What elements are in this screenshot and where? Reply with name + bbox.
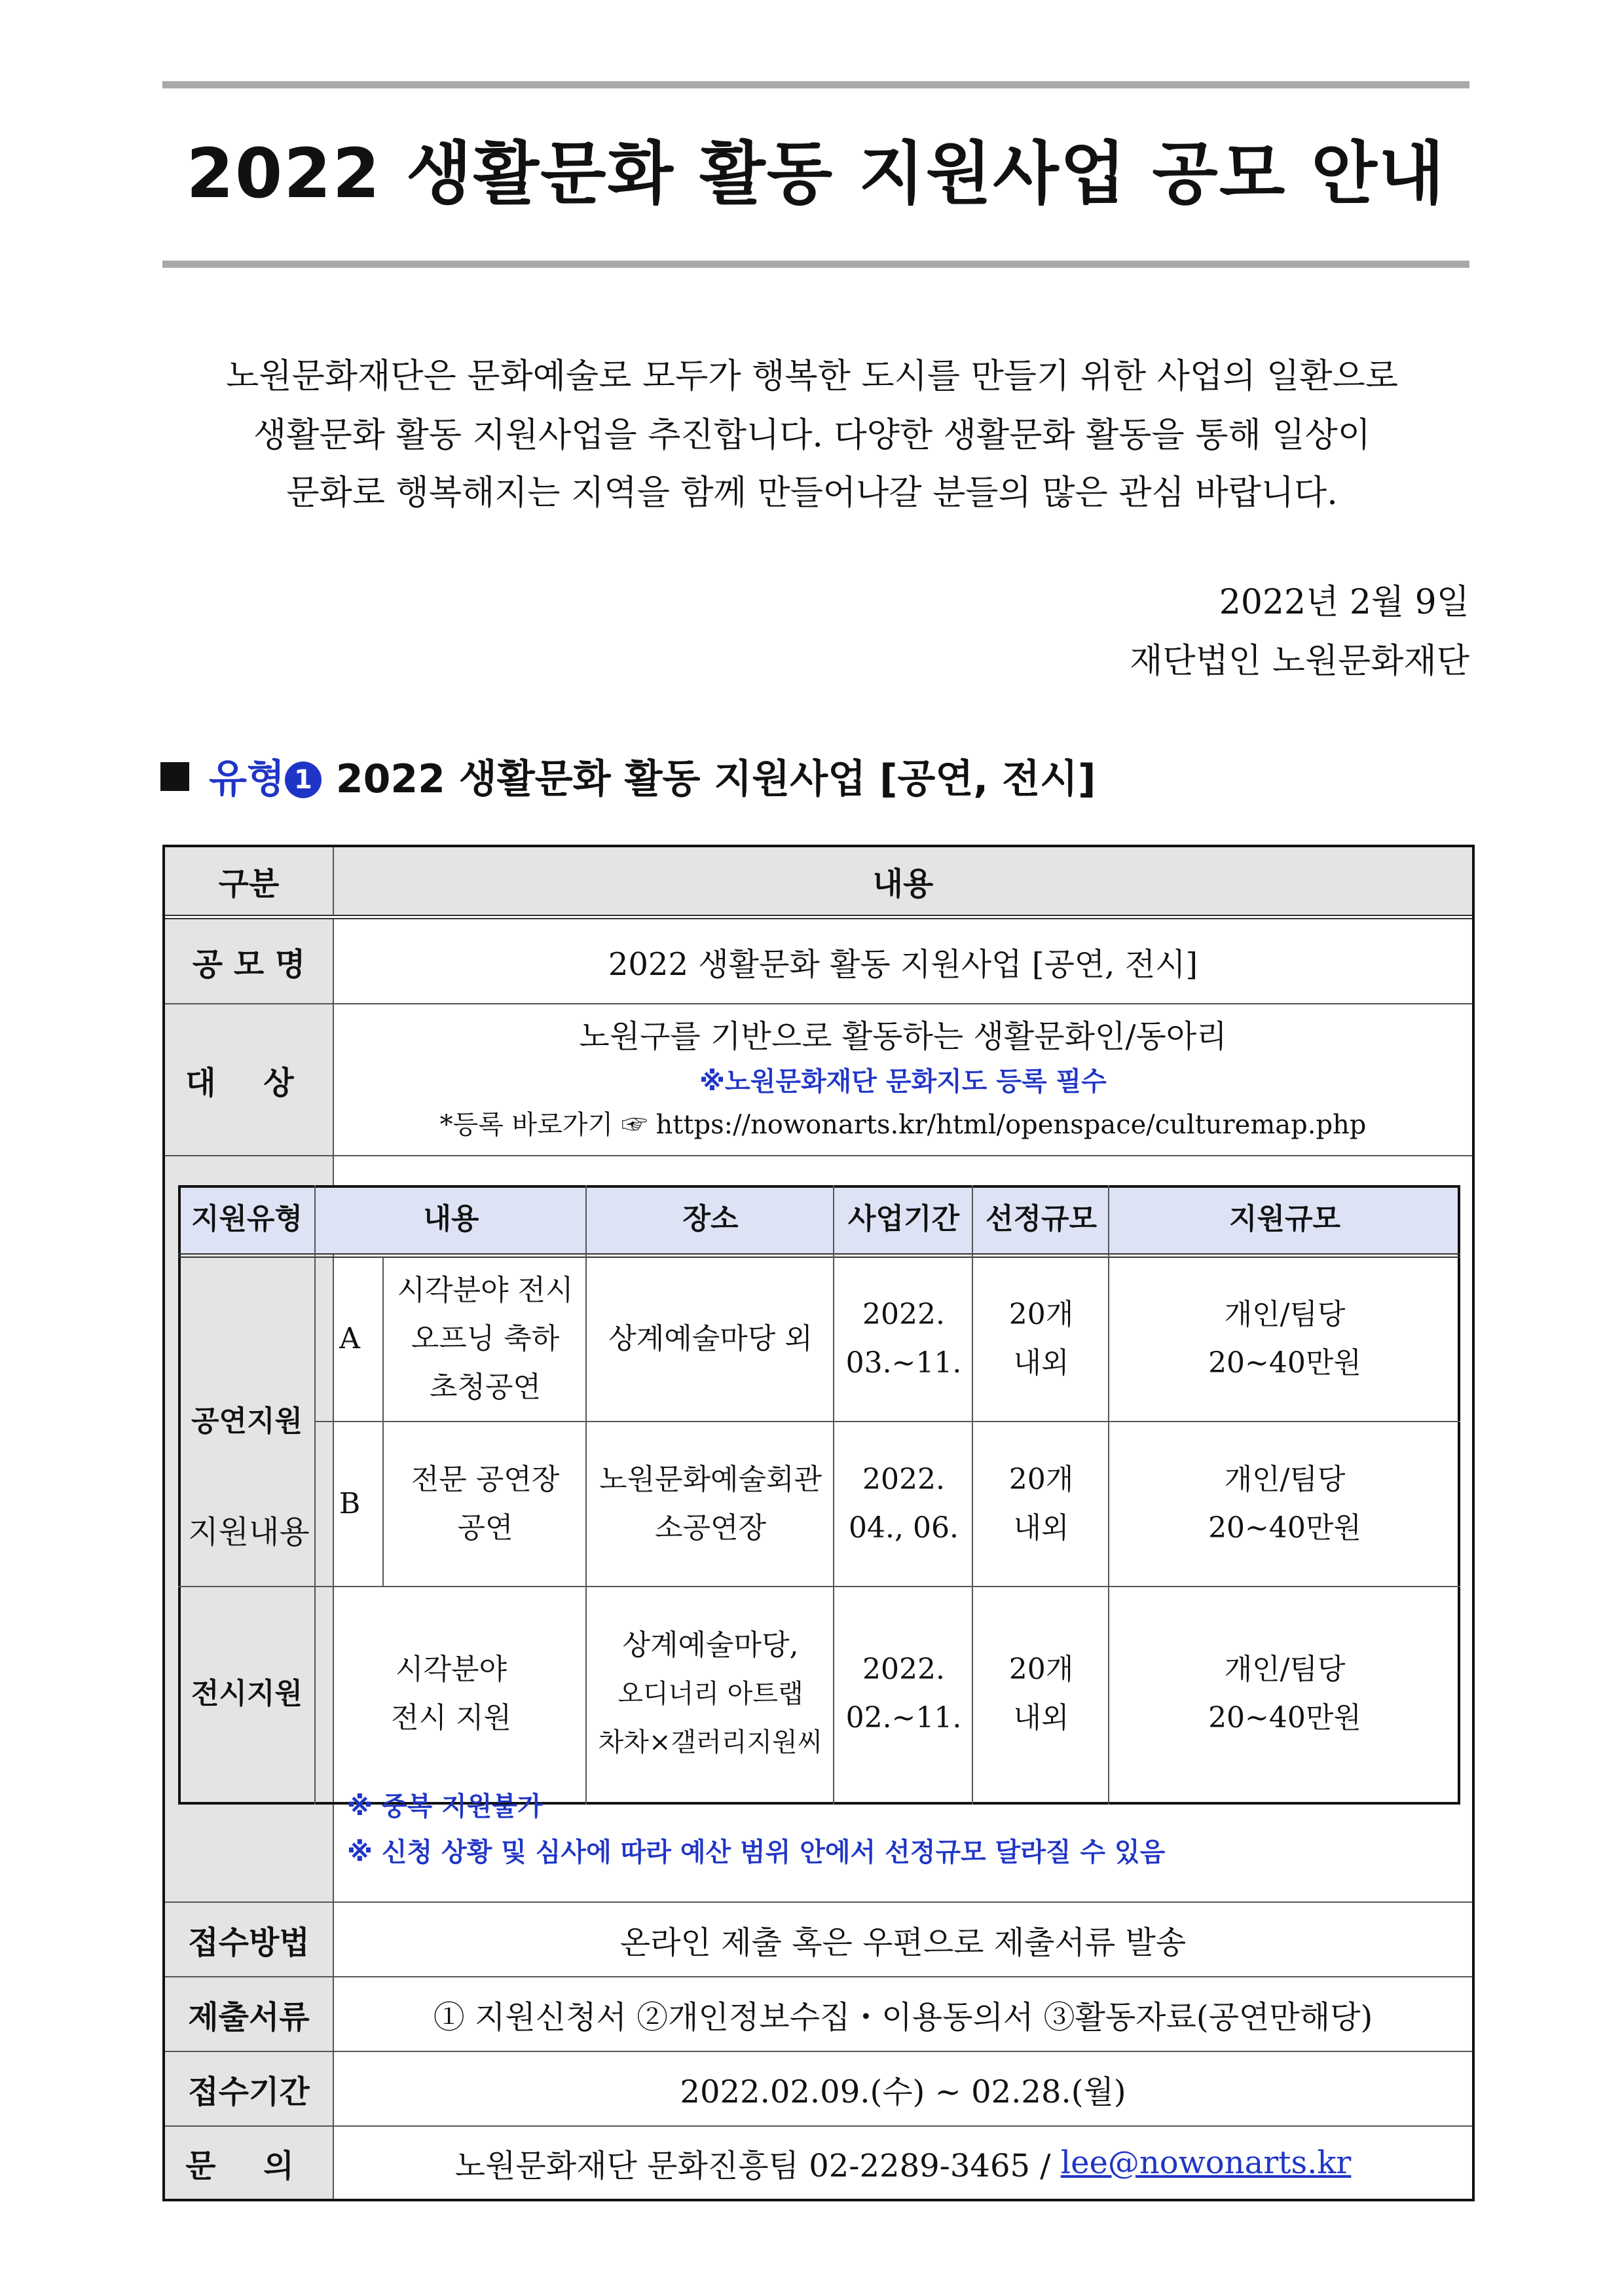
performance-b-period: 2022. 04., 06.: [849, 1463, 959, 1545]
page-title: 2022 생활문화 활동 지원사업 공모 안내: [186, 134, 1446, 213]
col-divider-3: [833, 1185, 834, 1805]
support-header-period: 사업기간: [834, 1185, 973, 1253]
row-contest-name: [165, 915, 1472, 1003]
row-a-divider: [316, 1421, 1460, 1422]
bullet-square-icon: [160, 762, 189, 791]
intro-line-2: 생활문화 활동 지원사업을 추진합니다. 다양한 생활문화 활동을 통해 일상이: [253, 416, 1371, 455]
documents-value: ① 지원신청서 ②개인정보수집・이용동의서 ③활동자료(공연만해당): [433, 1998, 1373, 2036]
performance-a-content: 시각분야 전시 오프닝 축하 초청공연: [397, 1274, 574, 1404]
support-header-amount: 지원규모: [1109, 1185, 1460, 1253]
contact-text: 노원문화재단 문화진흥팀 02-2289-3465 /: [454, 2147, 1061, 2184]
support-table-outer-border: [178, 1185, 1460, 1805]
registration-shortcut: [440, 1103, 1367, 1147]
performance-a-sub: A: [339, 1322, 360, 1355]
section-title: 2022 생활문화 활동 지원사업 [공연, 전시]: [335, 756, 1096, 802]
row-label-documents: 제출서류: [165, 1977, 334, 2051]
performance-support-label: 공연지원: [191, 1405, 303, 1438]
performance-b-selection: 20개 내외: [1008, 1463, 1074, 1545]
registration-prefix: *등록 바로가기 ☞: [439, 1110, 656, 1140]
section-heading: [160, 752, 1096, 807]
performance-b-place: 노원문화예술회관 소공연장: [599, 1463, 822, 1545]
performance-b-sub: B: [339, 1487, 361, 1520]
row-method: [165, 1901, 1472, 1976]
exhibition-content: 시각분야 전시 지원: [390, 1653, 511, 1735]
method-value: 온라인 제출 혹은 우편으로 제출서류 발송: [619, 1924, 1187, 1961]
performance-a-period: 2022. 03.~11.: [845, 1298, 962, 1380]
support-header-selection: 선정규모: [973, 1185, 1109, 1253]
row-documents: [165, 1976, 1472, 2051]
performance-b-content: 전문 공연장 공연: [411, 1463, 560, 1545]
type-number-badge: 1: [285, 762, 322, 798]
performance-a-place: 상계예술마당 외: [608, 1322, 813, 1355]
target-value: [334, 1004, 1472, 1155]
row-period: [165, 2051, 1472, 2125]
exhibition-support-label: 전시지원: [191, 1677, 303, 1710]
note-no-duplicate: ※ 중복 지원불가: [347, 1791, 543, 1822]
support-header-type: 지원유형: [178, 1185, 316, 1253]
exhibition-selection: 20개 내외: [1008, 1653, 1074, 1735]
intro-line-3: 문화로 행복해지는 지역을 함께 만들어나갈 분들의 많은 관심 바랍니다.: [286, 473, 1338, 513]
support-header-content: 내용: [316, 1185, 587, 1253]
row-label-support-content: 지원내용: [165, 1156, 334, 1901]
organization-name: 재단법인 노원문화재단: [1130, 642, 1469, 681]
row-label-contact: 문 의: [165, 2127, 334, 2199]
registration-url: https://nowonarts.kr/html/openspace/culturemap.php: [655, 1110, 1367, 1140]
intro-line-1: 노원문화재단은 문화예술로 모두가 행복한 도시를 만들기 위한 사업의 일환으로: [226, 357, 1398, 396]
top-rule: [162, 81, 1469, 88]
col-divider-2: [585, 1185, 587, 1805]
row-b-divider: [178, 1586, 1460, 1587]
performance-a-selection: 20개 내외: [1008, 1298, 1074, 1380]
header-divider: [178, 1253, 1460, 1258]
exhibition-place: 상계예술마당, 오디너리 아트랩 차차×갤러리지원씨: [598, 1628, 823, 1757]
exhibition-support: 개인/팀당 20~40만원: [1208, 1653, 1361, 1735]
type-label: 유형: [209, 756, 285, 802]
target-line-1: 노원구를 기반으로 활동하는 생활문화인/동아리: [579, 1018, 1227, 1055]
row-label-period: 접수기간: [165, 2052, 334, 2125]
exhibition-period: 2022. 02.~11.: [845, 1653, 962, 1735]
contest-name-value: 2022 생활문화 활동 지원사업 [공연, 전시]: [608, 946, 1198, 983]
note-selection-scale: ※ 신청 상황 및 심사에 따라 예산 범위 안에서 선정규모 달라질 수 있음: [347, 1837, 1166, 1867]
notice-date: 2022년 2월 9일: [1219, 583, 1469, 622]
col-divider-1b: [382, 1257, 384, 1586]
row-label-contest-name: 공 모 명: [165, 919, 334, 1003]
target-notice: ※노원문화재단 문화지도 등록 필수: [699, 1067, 1107, 1097]
support-table: [178, 1185, 1460, 1805]
header-cell-content: 내용: [334, 847, 1472, 915]
row-target: [165, 1003, 1472, 1155]
row-label-target: 대 상: [165, 1004, 334, 1155]
table-header-row: [165, 847, 1472, 915]
header-cell-category: 구분: [165, 847, 334, 915]
col-divider-4: [972, 1185, 973, 1805]
col-divider-5: [1108, 1185, 1109, 1805]
period-value: 2022.02.09.(수) ~ 02.28.(월): [680, 2073, 1126, 2110]
performance-b-support: 개인/팀당 20~40만원: [1208, 1463, 1361, 1545]
bottom-rule: [162, 261, 1469, 268]
contact-value: [334, 2127, 1472, 2199]
performance-a-support: 개인/팀당 20~40만원: [1208, 1298, 1361, 1380]
support-header-place: 장소: [587, 1185, 834, 1253]
row-label-method: 접수방법: [165, 1903, 334, 1976]
col-divider-1: [314, 1185, 316, 1805]
contact-email-link[interactable]: lee@nowonarts.kr: [1060, 2144, 1352, 2181]
row-contact: [165, 2125, 1472, 2199]
